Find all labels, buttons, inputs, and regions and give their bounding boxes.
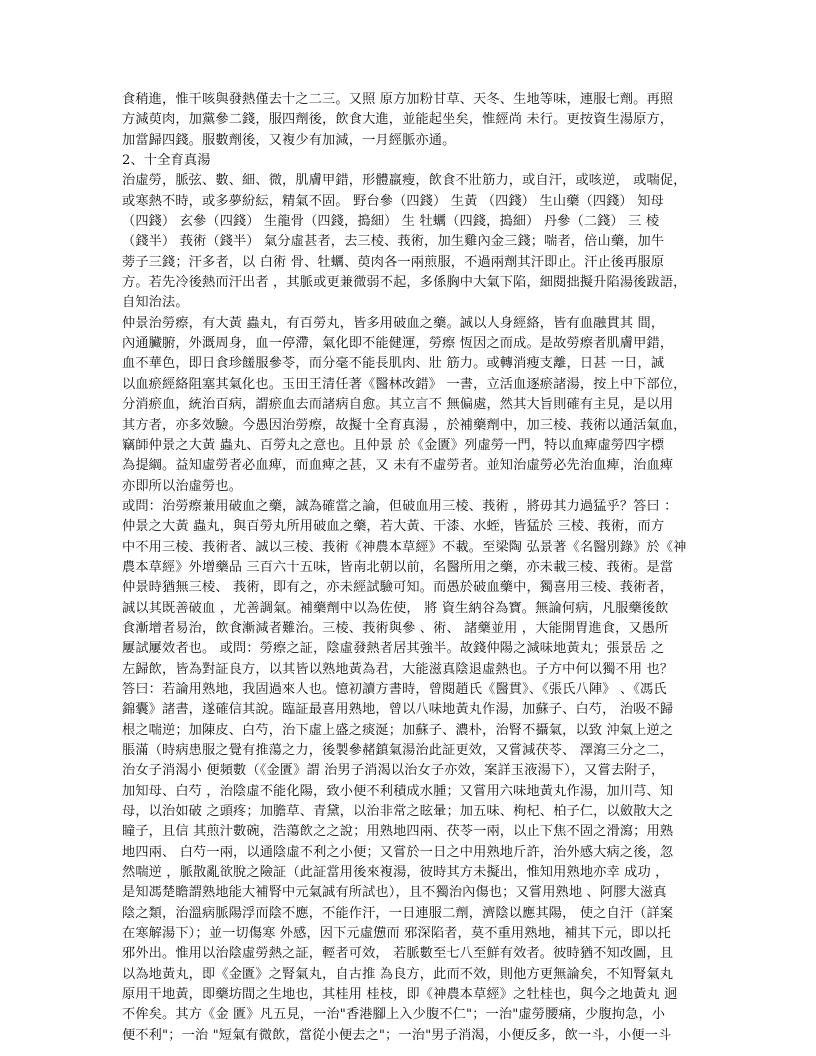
text-line: 便不利"；一治 "短氣有微飲，當從小便去之"；一治"男子消渴，小便反多，飲一斗，小便一斗 xyxy=(122,1027,672,1043)
text-line: 根之喘逆；加陳皮、白芍，治下虛上盛之痰涎；加蘇子、濃朴，治腎不攝氣，以致 沖氣上逆之 xyxy=(122,722,674,738)
text-line: 加知母、白芍 ，治陰虛不能化陽，致小便不利積成水腫；又嘗用六味地黃丸作湯，加川芎、知 xyxy=(122,783,674,799)
text-line: 或問：治勞瘵兼用破血之藥，誠為確當之論，但破血用三棱、莪術 ，將毋其力過猛乎？答曰 ： xyxy=(122,498,678,514)
text-line: 然喘逆 ，脈散亂欲脫之險証（此証當用後來複湯，彼時其方未擬出，惟知用熟地亦幸 成功 ， xyxy=(122,865,669,881)
text-line: 陰之類，治溫病脈陽浮而陰不應，不能作汗，一日連服二劑，濟陰以應其陽， 使之自汗（詳案 xyxy=(122,905,674,921)
text-line: 答曰：若論用熟地，我固過來人也。憶初讀方書時，曾閱趙氏《醫貫》、《張氏八陣》 、《馮氏 xyxy=(122,681,667,697)
text-line: 瞳子，且信 其煎汁數碗，浩蕩飲之之說；用熟地四兩、茯苓一兩，以止下焦不固之滑瀉；用熟 xyxy=(122,824,674,840)
text-line: 分消瘀血，統治百病，謂瘀血去而諸病自愈。其立言不 無偏處，然其大旨則確有主見，是以用 xyxy=(122,397,674,413)
text-line: 母，以治如破 之頭疼；加膽草、青黛，以治非常之眩暈；加五味、枸杞、柏子仁，以斂散大之 xyxy=(122,804,674,820)
text-line: 錦囊》諸書，遂確信其說。臨証最喜用熟地，曾以八味地黃丸作湯，加蘇子、白芍， 治吸不歸 xyxy=(122,702,674,718)
document-page xyxy=(122,90,698,1046)
text-line: 竊師仲景之大黃 蟲丸、百勞丸之意也。且仲景 於《金匱》列虛勞一門，特以血痺虛勞四字標 xyxy=(122,437,665,453)
text-line: 亦即所以治虛勞也。 xyxy=(122,478,243,494)
text-line: 治女子消渴小 便頻數（《金匱》謂 治男子消渴以治女子亦效，案詳玉液湯下），又嘗去附子， xyxy=(122,763,665,779)
text-line: 食稍進，惟干咳與發熱僅去十之二三。又照 原方加粉甘草、天冬、生地等味，連服七劑。再照 xyxy=(122,92,674,107)
text-line: 以為地黃丸，即《金匱》之腎氣丸，自古推 為良方，此而不效，則他方更無論矣，不知腎氣丸 xyxy=(122,966,674,982)
text-line: 是知馮楚瞻謂熟地能大補腎中元氣誠有所試也），且不獨治內傷也；又嘗用熟地 、阿膠大滋真 xyxy=(122,885,667,901)
text-line: 地四兩、 白芍一兩，以通陰虛不利之小便；又嘗於一日之中用熟地斤許，治外感大病之後，忽 xyxy=(122,844,674,860)
text-line: 左歸飲，皆為對証良方，以其皆以熟地黃為君，大能滋真陰退虛熱也。子方中何以獨不用 也？ xyxy=(122,661,674,677)
text-line: 中不用三棱、莪術者、誠以三棱、莪術《神農本草經》不載。至梁陶 弘景著《名醫別錄》於《神 xyxy=(122,539,687,555)
text-line: 內通臟腑，外溉周身，血一停滯，氣化即不能健運，勞瘵 恆因之而成。是故勞瘵者肌膚甲錯， xyxy=(122,336,674,352)
text-line: 其方者，亦多效驗。今愚因治勞瘵，故擬十全育真湯 ，於補藥劑中，加三棱、莪術以通活氣血， xyxy=(122,417,687,433)
text-line: 脹滿（時病患服之覺有推蕩之力，後製參赭鎮氣湯治此証更效，又嘗減茯苓、 澤瀉三分之二， xyxy=(122,743,674,758)
text-line: 方。若先冷後熱而汗出者 ，其脈或更兼微弱不起，多係胸中大氣下陷，細閱拙擬升陷湯後跋語， xyxy=(122,275,687,291)
text-line: 誠以其既善破血 ，尤善調氣。補藥劑中以為佐使， 將 資生納谷為寶。無論何病，凡服藥後飲 xyxy=(122,600,669,616)
text-line: 蒡子三錢；汗多者，以 白術 骨、牡蠣、萸肉各一兩煎服，不過兩劑其汗即止。汗止後再服原 xyxy=(122,254,665,270)
text-line: 仲景治勞瘵，有大黃 蟲丸，有百勞丸，皆多用破血之藥。誠以人身經絡，皆有血融貫其 間， xyxy=(122,315,665,331)
section-heading: 2、十全育真湯 xyxy=(122,153,211,169)
text-line: 食漸增者易治，飲食漸減者難治。三棱、莪術與參 、術、 諸藥並用 ，大能開胃進食，又愚所 xyxy=(122,620,669,636)
text-line: 在寒解湯下）；並一切傷寒 外感，因下元虛憊而 邪深陷者，莫不重用熟地，補其下元，即以托 xyxy=(122,926,671,942)
text-line: 原用干地黃，即藥坊間之生地也，其桂用 桂枝，即《神農本草經》之牡桂也，與今之地黃丸 迥 xyxy=(122,987,678,1003)
text-line: 為提綱。益知虛勞者必血痺，而血痺之甚，又 未有不虛勞者。並知治虛勞必先治血痺，治血痺 xyxy=(122,458,674,474)
text-line: 仲景之大黃 蟲丸，與百勞丸所用破血之藥，若大黃、干漆、水蛭，皆猛於 三棱、莪術，而方 xyxy=(122,519,665,535)
text-line: 血不華色，即日食珍饈服參苓，而分毫不能長肌肉、壯 筋力。或轉消瘦支離，日甚 一日，誠 xyxy=(122,356,665,372)
text-line: 加當歸四錢。服數劑後，又複少有加減，一月經脈亦通。 xyxy=(122,132,456,148)
text-line: 或寒熱不時，或多夢紛紜，精氣不固。 野台參（四錢） 生黃 （四錢） 生山藥（四錢） 知母 xyxy=(122,193,664,209)
text-line: 不侔矣。其方《金 匱》凡五見，一治"香港腳上入少腹不仁"；一治"虛勞腰痛，少腹拘急，小 xyxy=(122,1007,666,1023)
text-line: （四錢） 玄參（四錢） 生龍骨（四錢，搗細） 生 牡蠣（四錢，搗細） 丹參（二錢） 三 棱 xyxy=(122,214,660,230)
text-line: （錢半） 莪術（錢半） 氣分虛甚者，去三棱、莪術，加生雞內金三錢；喘者，倍山藥，加牛 xyxy=(122,234,665,250)
text-line: 屢試屢效者也。 或問：勞瘵之証，陰虛發熱者居其強半。故錢仲陽之減味地黃丸；張景岳 之 xyxy=(122,641,665,657)
text-line: 仲景時猶無三棱、 莪術，即有之，亦未經試驗可知。而愚於破血藥中，獨喜用三棱、莪術者， xyxy=(122,580,674,596)
text-line: 以血瘀經絡阻塞其氣化也。玉田王清任著《醫林改錯》 一書，立活血逐瘀諸湯，按上中下部位， xyxy=(122,376,687,392)
text-line: 方減萸肉，加黨參二錢，服四劑後，飲食大進，並能起坐矣，惟經尚 未行。更按資生湯原方， xyxy=(122,112,674,128)
text-line: 治虛勞，脈弦、數、細、微，肌膚甲錯，形體羸瘦，飲食不壯筋力，或自汗，或咳逆， 或喘促， xyxy=(122,173,687,189)
text-line: 農本草經》外增藥品 三百六十五味，皆南北朝以前，名醫所用之藥，亦未載三棱、莪術。是當 xyxy=(122,559,674,575)
text-line: 自知治法。 xyxy=(122,295,189,311)
text-line: 邪外出。惟用以治陰虛勞熱之証，輕者可效， 若脈數至七八至鮮有效者。彼時猶不知改圖，且 xyxy=(122,946,674,962)
